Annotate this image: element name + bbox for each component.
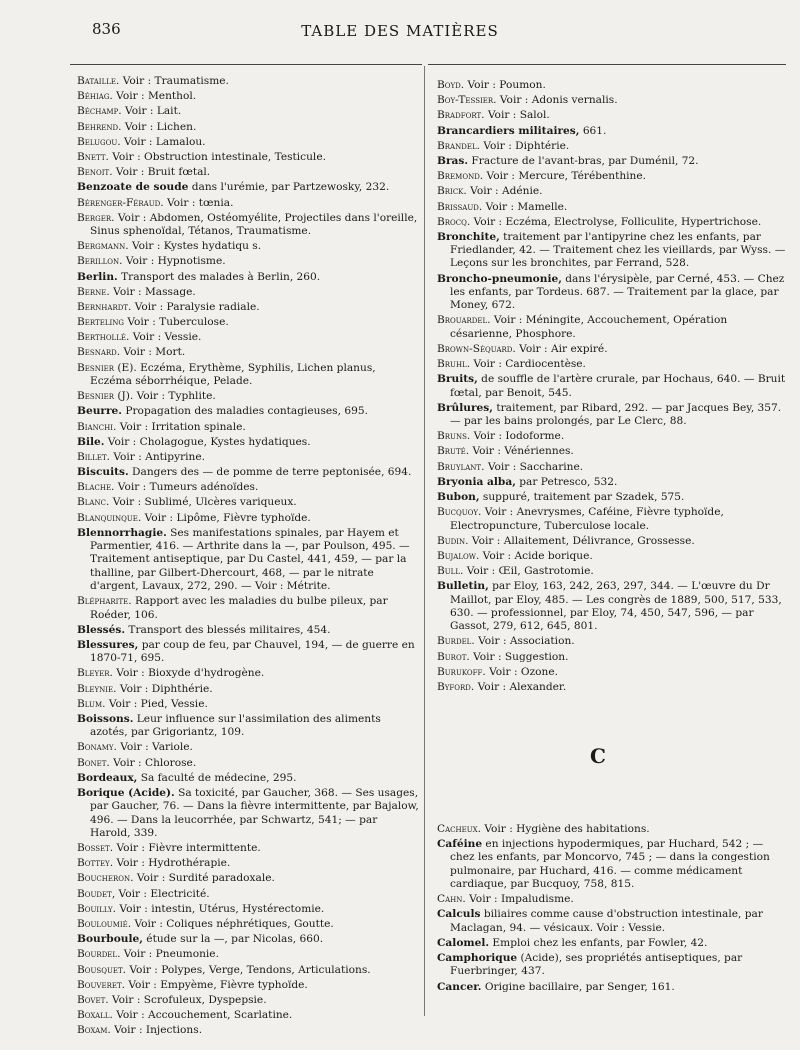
entry-text: Voir : Diphtérie. (479, 139, 570, 152)
entry-heading: Bruté. (437, 445, 470, 458)
entry-heading: Bile. (77, 435, 105, 448)
entry-text: par Petresco, 532. (515, 475, 618, 488)
index-entry (77, 683, 419, 696)
entry-text: traitement, par Ribard, 292. — par Jacques Bey, 357. — par les bains prolongés, par Le Clerc, 88. (450, 401, 782, 428)
entry-heading: Bouilly. (77, 902, 117, 915)
index-entry (77, 667, 419, 680)
entry-heading: Boxam. (77, 1024, 111, 1037)
index-entry (77, 197, 419, 210)
entry-heading: Boyd. (437, 79, 465, 91)
entry-text: Voir : Empyème, Fièvre typhoïde. (125, 978, 308, 991)
index-entry (437, 651, 786, 664)
entry-heading: Biscuits. (77, 466, 129, 479)
index-entry (77, 90, 419, 103)
entry-text: Voir : Alexander. (474, 680, 567, 693)
index-entry (437, 94, 786, 107)
entry-heading: Cahn. (437, 893, 466, 906)
entry-heading: Budin. (437, 534, 469, 547)
entry-text: Voir : Electricité. (115, 887, 210, 900)
entry-heading: Camphorique (437, 952, 518, 965)
entry-heading: Bouloumié. (77, 918, 132, 930)
index-entry (437, 314, 786, 341)
entry-heading: Besnier (J). (77, 390, 134, 403)
entry-text: Voir : Fièvre intermittente. (113, 842, 261, 855)
entry-text: Sa faculté de médecine, 295. (137, 771, 297, 784)
entry-heading: Burdel. (437, 635, 475, 648)
entry-heading: Bonet. (77, 756, 110, 769)
index-entry (77, 857, 419, 870)
index-entry (77, 772, 419, 785)
entry-heading: Bataille. (77, 75, 120, 87)
index-entry (77, 346, 419, 359)
entry-text: Rapport avec les maladies du bulbe pileux, par Roéder, 106. (90, 595, 388, 621)
entry-text: Dangers des — de pomme de terre peptonisée, 694. (128, 466, 412, 479)
entry-text: dans l'érysipèle, par Cerné, 453. — Chez les enfants, par Tordeus. 687. — Traitement par la glace, par Money, 672. (450, 272, 785, 312)
entry-heading: Bousquet. (77, 963, 127, 976)
index-entry (437, 461, 786, 474)
index-entry (437, 838, 786, 891)
entry-text: Voir : Saccharine. (484, 460, 584, 473)
entry-text: Voir : Irritation spinale. (116, 420, 246, 433)
entry-text: Voir : Acide borique. (479, 549, 593, 562)
entry-heading: Boxall. (77, 1009, 113, 1022)
entry-text: Voir : Œil, Gastrotomie. (463, 565, 594, 578)
index-entry (437, 580, 786, 633)
index-entry (77, 466, 419, 479)
entry-text: Voir : Cholagogue, Kystes hydatiques. (104, 435, 311, 448)
index-entry (77, 496, 419, 509)
entry-text: Voir : Menthol. (112, 90, 197, 103)
entry-heading: Boy-Tessier. (437, 94, 497, 107)
entry-heading: Bovet. (77, 993, 109, 1006)
entry-heading: Cancer. (437, 980, 482, 993)
entry-text: par coup de feu, par Chauvel, 194, — de guerre en 1870-71, 695. (90, 638, 415, 665)
entry-text: Voir : Anevrysmes, Caféine, Fièvre typhoïde, Electropuncture, Tuberculose locale. (450, 506, 724, 532)
index-entry (437, 681, 786, 694)
entry-heading: Berne. (77, 285, 110, 298)
index-entry (437, 231, 786, 271)
entry-heading: Behrend. (77, 120, 122, 133)
entry-heading: Bourdel. (77, 948, 121, 961)
entry-text: Emploi chez les enfants, par Fowler, 42. (489, 936, 708, 949)
index-entry (77, 933, 419, 946)
entry-heading: Bulletin, (437, 580, 489, 593)
entry-text: Voir : Traumatisme. (119, 75, 229, 87)
entry-text: Voir : Adonis vernalis. (496, 94, 618, 107)
index-entry (437, 373, 786, 400)
entry-heading: Brûlures, (437, 401, 493, 414)
index-entry (77, 842, 419, 855)
entry-text: Voir : Suggestion. (469, 650, 569, 663)
entry-text: Voir : Lichen. (121, 120, 197, 133)
entry-text: Voir : Variole. (116, 741, 193, 754)
entry-heading: Burukoff. (437, 665, 486, 678)
entry-text: Voir : Méningite, Accouchement, Opération césarienne, Phosphore. (450, 314, 728, 340)
entry-heading: Belugou. (77, 135, 121, 148)
entry-heading: Bronchite, (437, 230, 500, 243)
entry-heading: Berger. (77, 211, 115, 224)
entry-text: Voir : Tumeurs adénoïdes. (114, 481, 259, 494)
entry-text: Voir : intestin, Utérus, Hystérectomie. (116, 902, 325, 915)
index-entry (77, 105, 419, 118)
entry-heading: Billet. (77, 450, 110, 463)
entry-text: Voir : tœnia. (163, 196, 234, 209)
entry-heading: Bull. (437, 565, 464, 578)
entry-text: Voir : Hydrothérapie. (113, 857, 231, 870)
index-entry (437, 550, 786, 563)
entry-heading: Berthollé. (77, 331, 130, 344)
index-entry (437, 358, 786, 371)
entry-heading: Blum. (77, 697, 106, 710)
entry-heading: Burot. (437, 650, 470, 663)
index-entry (77, 316, 419, 329)
entry-heading: Calculs (437, 908, 481, 921)
entry-text: 661. (579, 124, 607, 137)
index-entry (437, 445, 786, 458)
index-entry (437, 273, 786, 313)
index-entry (77, 181, 419, 194)
entry-heading: Bianchi. (77, 420, 117, 433)
entry-text: (Acide), ses propriétés antiseptiques, par Fuerbringer, 437. (450, 952, 743, 978)
index-entry (437, 506, 786, 533)
entry-text: Voir : Impaludisme. (465, 893, 574, 906)
index-entry (77, 527, 419, 593)
entry-text: traitement par l'antipyrine chez les enfants, par Friedlander, 42. — Traitement chez les vieillards, par Wyss. — Leçons sur les bronchites, par Ferrand, 528. (450, 230, 786, 270)
entry-heading: Brocq. (437, 215, 471, 228)
entry-text: Voir : Obstruction intestinale, Testicule. (108, 150, 326, 163)
index-entry (77, 979, 419, 992)
page-number: 836 (92, 20, 121, 38)
entry-text: biliaires comme cause d'obstruction intestinale, par Maclagan, 94. — vésicaux. Voir : Vessie. (450, 908, 763, 934)
entry-text: de souffle de l'artère crurale, par Hochaus, 640. — Bruit fœtal, par Benoit, 545. (450, 373, 786, 399)
index-entry (77, 255, 419, 268)
entry-text: Voir : Kystes hydatiqu s. (128, 240, 262, 253)
entry-text: Voir : Lipôme, Fièvre typhoïde. (141, 511, 311, 524)
entry-heading: Blépharite. (77, 595, 132, 608)
entry-text: par Eloy, 163, 242, 263, 297, 344. — L'œuvre du Dr Maillot, par Eloy, 485. — Les congrès de 1889, 500, 517, 533, 630. — professionnel, par Eloy, 74, 450, 547, 596, — par Gassot, 279, 612, 645, 801. (450, 580, 782, 633)
entry-text: Origine bacillaire, par Senger, 161. (481, 980, 675, 993)
index-entry (437, 185, 786, 198)
entry-text: Voir : Ozone. (485, 665, 559, 678)
index-entry (77, 948, 419, 961)
entry-text: Voir : Mort. (120, 346, 186, 359)
index-entry (77, 787, 419, 840)
entry-text: Voir : Typhlite. (133, 390, 216, 403)
index-entry (437, 155, 786, 168)
entry-heading: Besnier (E). (77, 361, 137, 374)
index-entry (77, 286, 419, 299)
index-entry (77, 994, 419, 1007)
index-entry (437, 476, 786, 489)
entry-heading: Bottey. (77, 857, 114, 870)
entry-text: Voir : Mercure, Térébenthine. (483, 170, 647, 183)
index-entry (77, 451, 419, 464)
index-entry (77, 151, 419, 164)
entry-text: Voir : Hypnotisme. (122, 255, 226, 268)
entry-text: Voir : Injections. (110, 1024, 203, 1037)
entry-heading: Bras. (437, 154, 469, 167)
entry-text: Ses manifestations spinales, par Hayem et Parmentier, 416. — Arthrite dans la —, par Poulson, 495. — Traitement antiseptique, par Du Castel, 441, 459, — par la thalline, par Gilbert-Dhercourt, 468, — par le nitrate d'argent, Lavaux, 272, 290. — Voir : Métrite. (90, 526, 410, 593)
entry-heading: Broncho-pneumonie, (437, 272, 562, 285)
entry-heading: Bernhardt. (77, 300, 132, 313)
entry-heading: Blanquinque. (77, 511, 142, 524)
entry-text: Voir : Abdomen, Ostéomyélite, Projectiles dans l'oreille, Sinus sphenoïdal, Tétanos, Traumatisme. (90, 211, 418, 237)
entry-heading: Bujalow. (437, 549, 480, 562)
entry-text: Voir : Mamelle. (482, 200, 568, 213)
entry-heading: Brandel. (437, 139, 480, 152)
entry-text: Voir : Association. (474, 635, 575, 648)
column-divider (424, 66, 425, 1016)
entry-heading: Caféine (437, 838, 483, 851)
index-entry (77, 436, 419, 449)
entry-text: Voir : Paralysie radiale. (131, 300, 260, 313)
entry-heading: Benzoate de soude (77, 181, 189, 194)
entry-heading: Blanc. (77, 496, 110, 509)
entry-heading: Borique (Acide). (77, 786, 175, 799)
index-entry (77, 1009, 419, 1022)
index-entry (437, 491, 786, 504)
header-rule-right (428, 64, 786, 65)
entry-heading: Bubon, (437, 491, 480, 504)
entry-text: Voir : Adénie. (466, 185, 543, 198)
header-rule-left (70, 64, 422, 65)
index-entry (437, 216, 786, 229)
index-entry (77, 964, 419, 977)
entry-heading: Bergmann. (77, 240, 129, 253)
entry-heading: Bourboule, (77, 933, 143, 946)
entry-heading: Beurre. (77, 405, 122, 418)
entry-text: Voir : Massage. (109, 285, 196, 298)
entry-heading: Bruhl. (437, 358, 471, 371)
entry-text: Voir : Poumon. (464, 79, 546, 91)
entry-heading: Boudet, (77, 887, 116, 900)
entry-text: Voir : Sublimé, Ulcères variqueux. (109, 496, 297, 509)
entry-text: Voir : Salol. (484, 109, 550, 122)
entry-text: Leur influence sur l'assimilation des aliments azotés, par Grigoriantz, 109. (90, 712, 381, 739)
entry-text: Voir : Diphthérie. (116, 682, 213, 695)
entry-text: Voir : Antipyrine. (110, 450, 205, 463)
index-entry (77, 301, 419, 314)
index-entry (437, 981, 786, 994)
entry-heading: Bremond. (437, 170, 484, 183)
index-entry (437, 565, 786, 578)
entry-heading: Blache. (77, 481, 115, 494)
index-entry (437, 635, 786, 648)
index-entry (77, 713, 419, 740)
index-entry (437, 343, 786, 356)
left-column (77, 75, 419, 1040)
index-entry (77, 75, 419, 88)
entry-heading: Brown-Séquard. (437, 342, 516, 355)
index-entry (437, 535, 786, 548)
entry-text: Voir : Vessie. (129, 331, 202, 344)
entry-text: Transport des malades à Berlin, 260. (117, 270, 321, 283)
entry-text: Fracture de l'avant-bras, par Duménil, 72. (468, 154, 699, 167)
index-entry (77, 405, 419, 418)
entry-heading: Béhiag. (77, 90, 113, 103)
right-column-top (437, 79, 786, 696)
entry-text: Voir : Bioxyde d'hydrogène. (112, 667, 265, 680)
entry-text: Propagation des maladies contagieuses, 695. (122, 405, 368, 418)
entry-heading: Berteling (77, 316, 124, 329)
entry-heading: Bouveret. (77, 978, 126, 991)
entry-heading: Bruns. (437, 430, 471, 443)
entry-heading: Bucquoy. (437, 506, 482, 519)
running-head: TABLE DES MATIÈRES (301, 22, 499, 40)
index-entry (437, 937, 786, 950)
index-entry (437, 666, 786, 679)
entry-text: Voir : Air expiré. (515, 342, 608, 355)
entry-heading: Béchamp. (77, 105, 122, 118)
index-entry (77, 903, 419, 916)
entry-heading: Brick. (437, 185, 467, 198)
index-entry (77, 362, 419, 389)
index-entry (437, 170, 786, 183)
index-entry (77, 421, 419, 434)
entry-heading: Bordeaux, (77, 771, 138, 784)
entry-heading: Byford. (437, 680, 475, 693)
entry-heading: Blessures, (77, 638, 139, 651)
entry-heading: Bruits, (437, 373, 478, 386)
entry-text: Voir : Chlorose. (109, 756, 197, 769)
index-entry (77, 698, 419, 711)
entry-text: Sa toxicité, par Gaucher, 368. — Ses usages, par Gaucher, 76. — Dans la fièvre intermittente, par Bajalow, 496. — Dans la leucorrhée, par Schwartz, 541; — par Harold, 339. (90, 786, 419, 839)
entry-text: Voir : Coliques néphrétiques, Goutte. (131, 918, 334, 930)
index-entry (77, 639, 419, 666)
entry-text: Voir : Tuberculose. (123, 316, 229, 329)
index-entry (437, 952, 786, 979)
entry-heading: Bryonia alba, (437, 475, 516, 488)
entry-heading: Cacheux. (437, 823, 481, 835)
index-entry (437, 79, 786, 92)
index-entry (77, 918, 419, 931)
entry-heading: Calomel. (437, 936, 490, 949)
index-entry (77, 741, 419, 754)
entry-text: étude sur la —, par Nicolas, 660. (142, 933, 324, 946)
entry-heading: Brouardel. (437, 314, 491, 327)
index-entry (77, 595, 419, 622)
entry-text: Voir : Lait. (121, 105, 182, 118)
entry-text: dans l'urémie, par Partzewosky, 232. (188, 181, 390, 194)
entry-heading: Bleynie. (77, 682, 117, 695)
entry-text: Voir : Eczéma, Electrolyse, Folliculite, Hypertrichose. (470, 215, 762, 228)
entry-text: Voir : Polypes, Verge, Tendons, Articulations. (126, 963, 371, 976)
index-entry (77, 136, 419, 149)
entry-heading: Boissons. (77, 712, 134, 725)
index-entry (437, 201, 786, 214)
entry-text: Voir : Pied, Vessie. (105, 697, 208, 710)
entry-heading: Bruylant. (437, 460, 485, 473)
entry-heading: Benoit. (77, 166, 113, 179)
entry-text: Voir : Pneumonie. (120, 948, 219, 961)
entry-text: Eczéma, Erythème, Syphilis, Lichen planus, Eczéma séborrhéique, Pelade. (90, 361, 376, 387)
index-entry (77, 757, 419, 770)
entry-heading: Berillon. (77, 255, 123, 268)
index-entry (77, 390, 419, 403)
entry-heading: Besnard. (77, 346, 121, 359)
entry-heading: Berlin. (77, 270, 118, 283)
index-entry (437, 893, 786, 906)
index-entry (77, 121, 419, 134)
entry-heading: Brissaud. (437, 200, 483, 213)
index-entry (77, 481, 419, 494)
entry-text: Voir : Allaitement, Délivrance, Grossesse. (468, 534, 695, 547)
entry-text: Voir : Vénériennes. (469, 445, 574, 458)
entry-heading: Bleyer. (77, 667, 113, 680)
index-entry (77, 166, 419, 179)
index-entry (77, 872, 419, 885)
entry-heading: Bnett. (77, 150, 109, 163)
index-entry (77, 331, 419, 344)
entry-text: Voir : Lamalou. (120, 135, 206, 148)
entry-heading: Bradfort. (437, 109, 485, 122)
entry-text: Voir : Cardiocentèse. (470, 358, 586, 371)
index-entry (77, 271, 419, 284)
entry-text: Transport des blessés militaires, 454. (125, 623, 331, 636)
index-entry (437, 908, 786, 935)
entry-text: Voir : Bruit fœtal. (112, 166, 211, 179)
entry-heading: Blessés. (77, 623, 126, 636)
entry-heading: Brancardiers militaires, (437, 124, 580, 137)
index-entry (437, 430, 786, 443)
index-entry (77, 240, 419, 253)
entry-heading: Blennorrhagie. (77, 526, 167, 539)
section-letter: C (590, 744, 606, 768)
index-entry (437, 402, 786, 429)
entry-text: Voir : Iodoforme. (470, 430, 565, 443)
entry-text: Voir : Surdité paradoxale. (133, 872, 275, 885)
index-entry (437, 823, 786, 836)
index-entry (77, 888, 419, 901)
index-entry (77, 1024, 419, 1037)
entry-heading: Bérenger-Féraud. (77, 196, 164, 209)
index-entry (77, 512, 419, 525)
right-column-bottom (437, 823, 786, 996)
entry-text: en injections hypodermiques, par Huchard, 542 ; — chez les enfants, par Moncorvo, 745 ; — dans la congestion pulmonaire, par Huchard, 416. — comme médicament cardiaque, par Bucquoy, 758, 815. (450, 838, 770, 891)
entry-heading: Bosset. (77, 842, 114, 855)
entry-text: suppuré, traitement par Szadek, 575. (479, 491, 685, 504)
entry-heading: Boucheron. (77, 872, 134, 885)
index-entry (77, 624, 419, 637)
entry-text: Voir : Scrofuleux, Dyspepsie. (108, 993, 267, 1006)
entry-heading: Bonamy. (77, 741, 117, 754)
entry-text: Voir : Hygiène des habitations. (480, 823, 650, 835)
index-entry (77, 212, 419, 239)
index-entry (437, 140, 786, 153)
entry-text: Voir : Accouchement, Scarlatine. (112, 1009, 293, 1022)
index-entry (437, 109, 786, 122)
index-entry (437, 125, 786, 138)
